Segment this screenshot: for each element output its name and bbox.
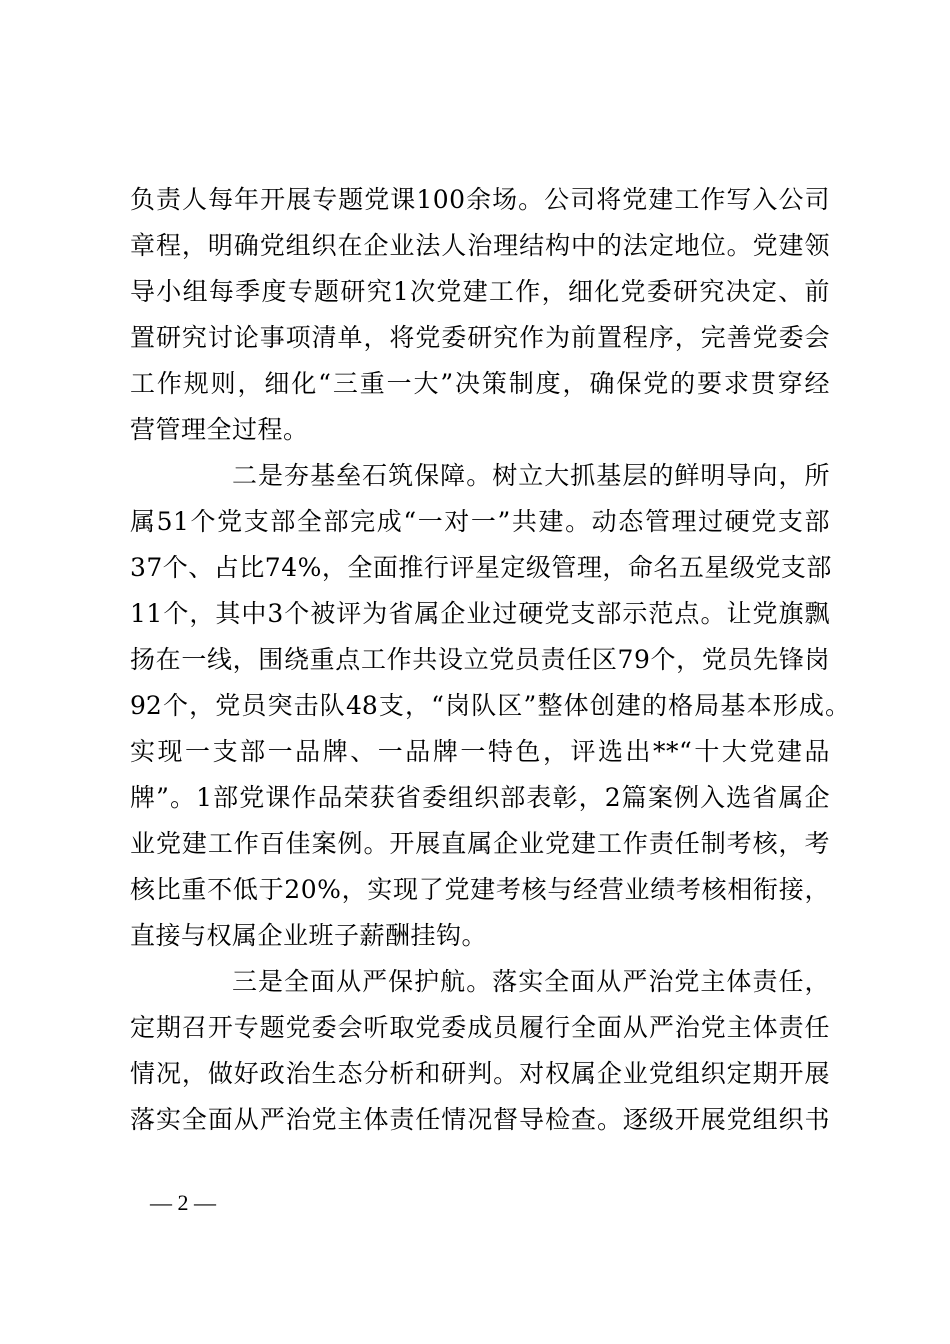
text-line: 核比重不低于20%，实现了党建考核与经营业绩考核相衔接， — [130, 875, 830, 904]
text-line: 营管理全过程。 — [130, 415, 309, 444]
text-line: 置研究讨论事项清单，将党委研究作为前置程序，完善党委会 — [130, 323, 830, 352]
text-line: 工作规则，细化“三重一大”决策制度，确保党的要求贯穿经 — [130, 369, 830, 398]
text-line: 直接与权属企业班子薪酬挂钩。 — [130, 921, 488, 950]
text-line: 章程，明确党组织在企业法人治理结构中的法定地位。党建领 — [130, 231, 830, 260]
text-line: 扬在一线，围绕重点工作共设立党员责任区79个，党员先锋岗 — [130, 645, 830, 674]
text-line: 37个、占比74%，全面推行评星定级管理，命名五星级党支部 — [130, 553, 832, 582]
page-number: — 2 — — [150, 1190, 216, 1215]
text-line: 业党建工作百佳案例。开展直属企业党建工作责任制考核，考 — [130, 829, 830, 858]
text-line: 实现一支部一品牌、一品牌一特色，评选出**“十大党建品 — [130, 737, 830, 766]
text-line: 92个，党员突击队48支，“岗队区”整体创建的格局基本形成。 — [130, 691, 850, 720]
paragraph-start-line: 二是夯基垒石筑保障。树立大抓基层的鲜明导向，所 — [232, 461, 830, 490]
text-line: 属51个党支部全部完成“一对一”共建。动态管理过硬党支部 — [130, 507, 830, 536]
text-line: 落实全面从严治党主体责任情况督导检查。逐级开展党组织书 — [130, 1105, 830, 1134]
text-line: 负责人每年开展专题党课100余场。公司将党建工作写入公司 — [130, 185, 830, 214]
paragraph-start-line: 三是全面从严保护航。落实全面从严治党主体责任， — [232, 967, 830, 996]
text-line: 牌”。1部党课作品荣获省委组织部表彰，2篇案例入选省属企 — [130, 783, 830, 812]
text-line: 情况，做好政治生态分析和研判。对权属企业党组织定期开展 — [130, 1059, 830, 1088]
text-line: 定期召开专题党委会听取党委成员履行全面从严治党主体责任 — [130, 1013, 830, 1042]
text-line: 11个，其中3个被评为省属企业过硬党支部示范点。让党旗飘 — [130, 599, 830, 628]
text-line: 导小组每季度专题研究1次党建工作，细化党委研究决定、前 — [130, 277, 830, 306]
